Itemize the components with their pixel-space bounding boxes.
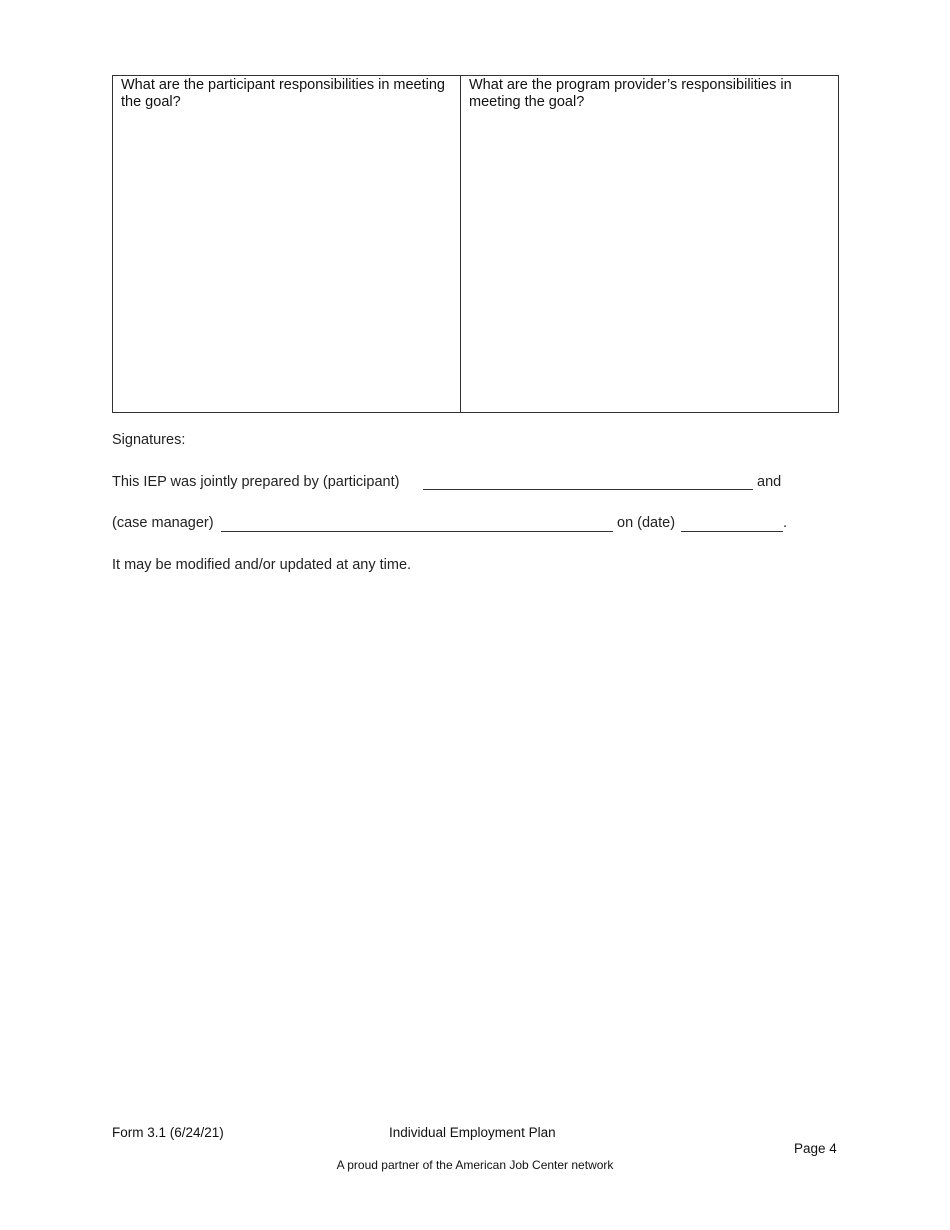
participant-signature-field[interactable]	[423, 489, 753, 490]
date-period: .	[783, 515, 788, 531]
signatures-heading: Signatures:	[112, 432, 186, 448]
case-manager-signature-field[interactable]	[221, 531, 613, 532]
case-manager-label: (case manager)	[112, 515, 214, 531]
participant-responsibilities-header: What are the participant responsibilities in meeting the goal?	[121, 77, 445, 110]
participant-line-and: and	[757, 474, 782, 490]
provider-responsibilities-header: What are the program provider’s responsibilities in meeting the goal?	[469, 77, 792, 110]
date-label: on (date)	[617, 515, 676, 531]
footer-title: Individual Employment Plan	[389, 1125, 556, 1140]
form-id: Form 3.1 (6/24/21)	[112, 1125, 224, 1140]
provider-responsibilities-cell[interactable]	[461, 76, 838, 412]
date-field[interactable]	[681, 531, 783, 532]
participant-line-label: This IEP was jointly prepared by (participant)	[112, 474, 400, 490]
participant-responsibilities-cell[interactable]	[113, 76, 461, 412]
responsibilities-table	[112, 75, 839, 413]
modification-note: It may be modified and/or updated at any time.	[112, 557, 412, 573]
footer-tagline: A proud partner of the American Job Center network	[336, 1158, 614, 1172]
page-number: Page 4	[794, 1141, 837, 1156]
